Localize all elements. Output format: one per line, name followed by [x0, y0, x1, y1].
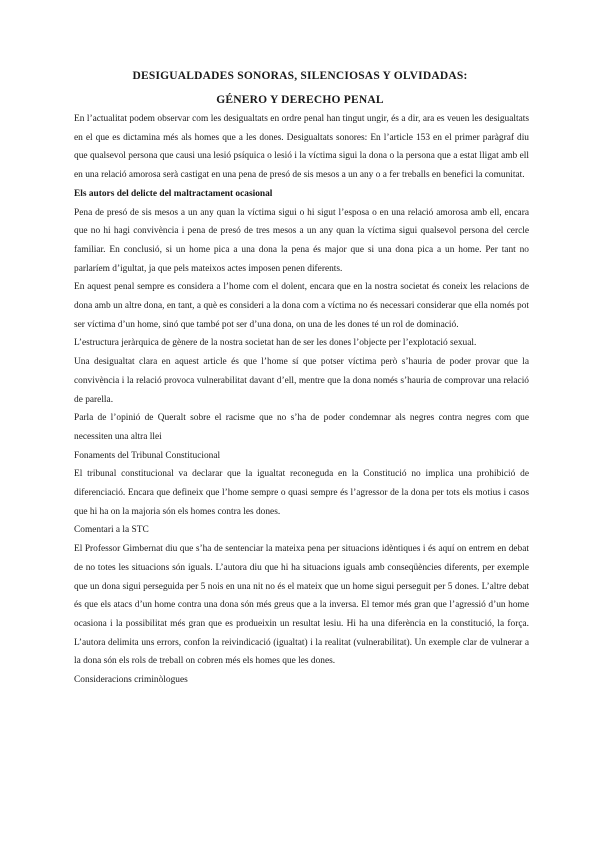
paragraph-estructura: L’estructura jeràrquica de gènere de la nostra societat han de ser les dones l’objecte per l’explotació sexual. [74, 338, 477, 349]
paragraph-penal: En aquest penal sempre es considera a l’home com el dolent, encara que en la nostra societat és coneix les relacions de dona amb un altre dona, en tant, a què es consideri a la dona com a víctima no és necessari considerar que ella només pot ser víctima d’un home, sinó que també pot ser d’una dona, on una de les dones té un rol de dominació. [74, 282, 529, 330]
paragraph-desigualtat: Una desigualtat clara en aquest article és que l’home sí que potser víctima però s’hauria de poder provar que la convivència i la relació provoca vulnerabilitat davant d’ell, mentre que la dona només s’hauria de comprovar una relació de parella. [74, 357, 529, 405]
paragraph-queralt: Parla de l’opinió de Queralt sobre el racisme que no s’ha de poder condemnar als negres contra negres com que necessiten una altra llei [74, 413, 529, 442]
paragraph-tribunal: El tribunal constitucional va declarar que la igualtat reconeguda en la Constitució no implica una prohibició de diferenciació. Encara que defineix que l’home sempre o quasi sempre és l’agressor de la dona per tots els motius i casos que hi ha on la majoria són els homes contra les dones. [74, 469, 529, 517]
document-title-line-1: DESIGUALDADES SONORAS, SILENCIOSAS Y OLVIDADAS: [132, 70, 468, 82]
paragraph-autors: Pena de presó de sis mesos a un any quan la víctima sigui o hi sigut l’esposa o en una relació amorosa amb ell, encara que no hi hagi convivència i pena de presó de tres mesos a un any quan la víctima sigui qualsevol persona del cercle familiar. En conclusió, si un home pica a una dona la pena és major que si una dona pica a un home. Per tant no parlaríem d’igultat, ja que pels mateixos actes imposen penen diferents. [74, 207, 529, 274]
document-body [74, 110, 529, 690]
paragraph-gimbernat: El Professor Gimbernat diu que s’ha de sentenciar la mateixa pena per situacions idèntiques i és aquí on entrem en debat de no totes les situacions són iguals. L’autora diu que hi ha situacions iguals amb conseqüències diferents, per exemple que un dona sigui perseguida per 5 nois en una nit no és el mateix que un home sigui perseguit per 5 dones. L’altre debat és que els atacs d’un home contra una dona són més greus que a la inversa. El temor més gran que l’agressió d’un home ocasiona i la possibilitat més gran que es produeixin un resultat lesiu. Hi ha una diferència en la constitució, la força. L’autora delimita uns errors, confon la reivindicació (igualtat) i la realitat (vulnerabilitat). Un exemple clar de vulnerar a la dona són els rols de treball on cobren més els homes que les dones. [74, 544, 529, 667]
section-heading-comentari: Comentari a la STC [74, 525, 149, 536]
section-heading-consideracions: Consideracions criminòlogues [74, 675, 188, 686]
intro-paragraph: En l’actualitat podem observar com les desigualtats en ordre penal han tingut ungir, és a dir, ara es veuen les desigualtats en el que es dictamina més als homes que a les dones. Desigualtats sonores: En l’article 153 en el primer paràgraf diu que qualsevol persona que causi una lesió psíquica o lesió i la víctima sigui la dona o la persona que a estat lligat amb ell en una relació amorosa serà castigat en una pena de presó de sis mesos a un any o a fer treballs en benefici la comunitat. [74, 114, 529, 181]
section-heading-fonaments: Fonaments del Tribunal Constitucional [74, 450, 221, 461]
section-heading-autors: Els autors del delicte del maltractament ocasional [74, 188, 273, 199]
document-title-line-2: GÉNERO Y DERECHO PENAL [216, 94, 384, 106]
